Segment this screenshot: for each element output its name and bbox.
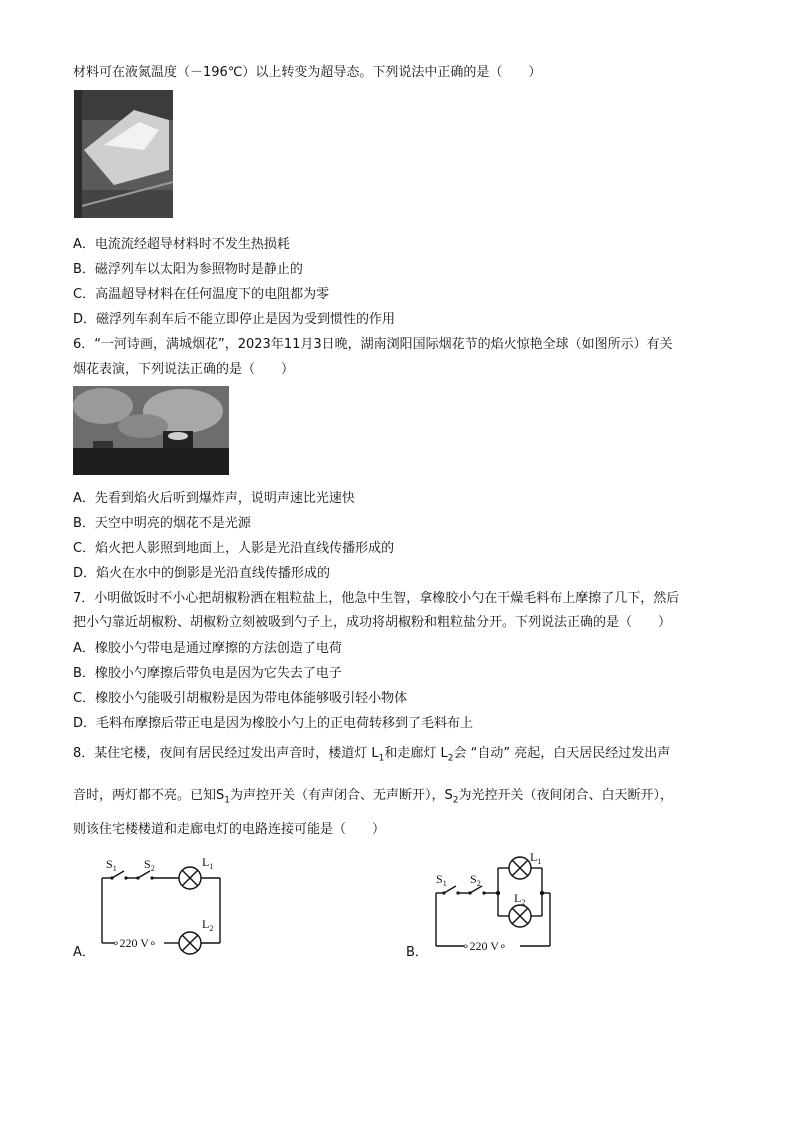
q6-stem-line1: 6．“一河诗画，满城烟花”，2023年11月3日晚，湖南浏阳国际烟花节的焰火惊艳全球（如图所示）有关 xyxy=(73,337,673,352)
q6-option-a: A．先看到焰火后听到爆炸声，说明声速比光速快 xyxy=(73,491,355,506)
q8-stem-line2: 音时，两灯都不亮。已知$S_1$为声控开关（有声闭合、无声断开），$S_2$为光控开关（夜间闭合、白天断开）， xyxy=(73,788,674,806)
q6-option-b: B．天空中明亮的烟花不是光源 xyxy=(73,516,251,531)
q8-option-b-label: B． xyxy=(406,945,428,960)
q6-option-d: D．焰火在水中的倒影是光沿直线传播形成的 xyxy=(73,566,331,581)
fireworks-photo xyxy=(73,386,229,475)
circuit-b-s2-label: $S_2$ xyxy=(470,872,481,888)
circuit-b-l1-label: $L_1$ xyxy=(530,850,542,866)
q5-stem: 材料可在液氮温度（－196℃）以上转变为超导态。下列说法中正确的是（ ） xyxy=(73,65,542,80)
q8-stem-line1: 8．某住宅楼，夜间有居民经过发出声音时，楼道灯 $L_1$和走廊灯 $L_2$会 “自动” 亮起，白天居民经过发出声 xyxy=(73,746,671,764)
q5-option-c: C．高温超导材料在任何温度下的电阻都为零 xyxy=(73,287,330,302)
circuit-b-l2-label: $L_2$ xyxy=(514,891,526,907)
circuit-a-voltage-label: ∘220 V∘ xyxy=(112,936,157,950)
q8-stem-line3: 则该住宅楼楼道和走廊电灯的电路连接可能是（ ） xyxy=(73,822,386,837)
circuit-a-l1-label: $L_1$ xyxy=(202,855,214,871)
q5-option-d: D．磁浮列车刹车后不能立即停止是因为受到惯性的作用 xyxy=(73,312,396,327)
q7-option-a: A．橡胶小勺带电是通过摩擦的方法创造了电荷 xyxy=(73,641,342,656)
circuit-b-voltage-label: ∘220 V∘ xyxy=(462,939,507,953)
q5-option-b: B．磁浮列车以太阳为参照物时是静止的 xyxy=(73,262,303,277)
q7-option-c: C．橡胶小勺能吸引胡椒粉是因为带电体能够吸引轻小物体 xyxy=(73,691,408,706)
circuit-a-s1-label: $S_1$ xyxy=(106,857,117,873)
q7-option-b: B．橡胶小勺摩擦后带负电是因为它失去了电子 xyxy=(73,666,342,681)
q6-stem-line2: 烟花表演，下列说法正确的是（ ） xyxy=(73,362,295,377)
circuit-b-s1-label: $S_1$ xyxy=(436,872,447,888)
maglev-train-photo xyxy=(74,90,173,218)
q7-option-d: D．毛料布摩擦后带正电是因为橡胶小勺上的正电荷转移到了毛料布上 xyxy=(73,716,474,731)
q6-option-c: C．焰火把人影照到地面上，人影是光沿直线传播形成的 xyxy=(73,541,395,556)
circuit-a-s2-label: $S_2$ xyxy=(144,857,155,873)
circuit-a-l2-label: $L_2$ xyxy=(202,917,214,933)
q7-stem-line1: 7．小明做饭时不小心把胡椒粉洒在粗粒盐上，他急中生智，拿橡胶小勺在干燥毛料布上摩擦了几下，然后 xyxy=(73,591,680,606)
q7-stem-line2: 把小勺靠近胡椒粉、胡椒粉立刻被吸到勺子上，成功将胡椒粉和粗粒盐分开。下列说法正确的是（ ） xyxy=(73,615,672,630)
q5-option-a: A．电流流经超导材料时不发生热损耗 xyxy=(73,237,290,252)
circuit-diagram-a xyxy=(98,850,228,955)
circuit-diagram-b xyxy=(430,850,560,955)
q8-option-a-label: A． xyxy=(73,945,95,960)
